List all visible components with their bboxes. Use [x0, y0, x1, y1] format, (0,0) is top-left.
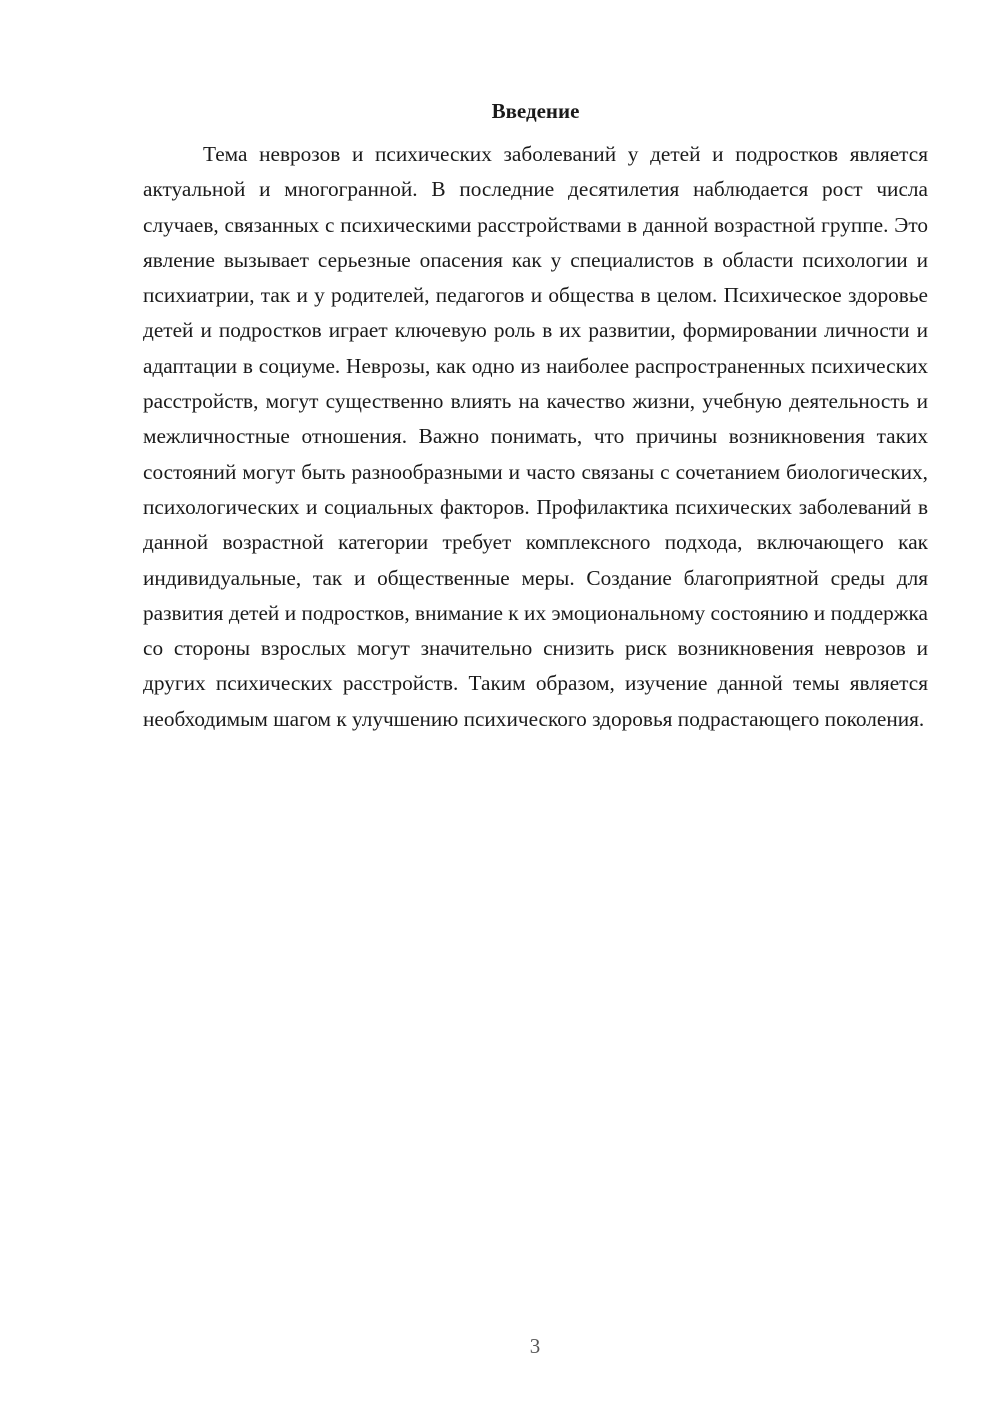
page-content: [143, 95, 928, 737]
page-number: 3: [529, 1334, 541, 1358]
section-title: Введение: [491, 99, 580, 123]
body-paragraph: Тема неврозов и психических заболеваний у детей и подростков является актуальной и многогранной. В последние десятилетия наблюдается рост числа случаев, связанных с психическими расстройствами в данной возрастной группе. Это явление вызывает серьезные опасения как у специалистов в области психологии и психиатрии, так и у родителей, педагогов и общества в целом. Психическое здоровье детей и подростков играет ключевую роль в их развитии, формировании личности и адаптации в социуме. Неврозы, как одно из наиболее распространенных психических расстройств, могут существенно влиять на качество жизни, учебную деятельность и межличностные отношения. Важно понимать, что причины возникновения таких состояний могут быть разнообразными и часто связаны с сочетанием биологических, психологических и социальных факторов. Профилактика психических заболеваний в данной возрастной категории требует комплексного подхода, включающего как индивидуальные, так и общественные меры. Создание благоприятной среды для развития детей и подростков, внимание к их эмоциональному состоянию и поддержка со стороны взрослых могут значительно снизить риск возникновения неврозов и других психических расстройств. Таким образом, изучение данной темы является необходимым шагом к улучшению психического здоровья подрастающего поколения.: [143, 142, 928, 731]
